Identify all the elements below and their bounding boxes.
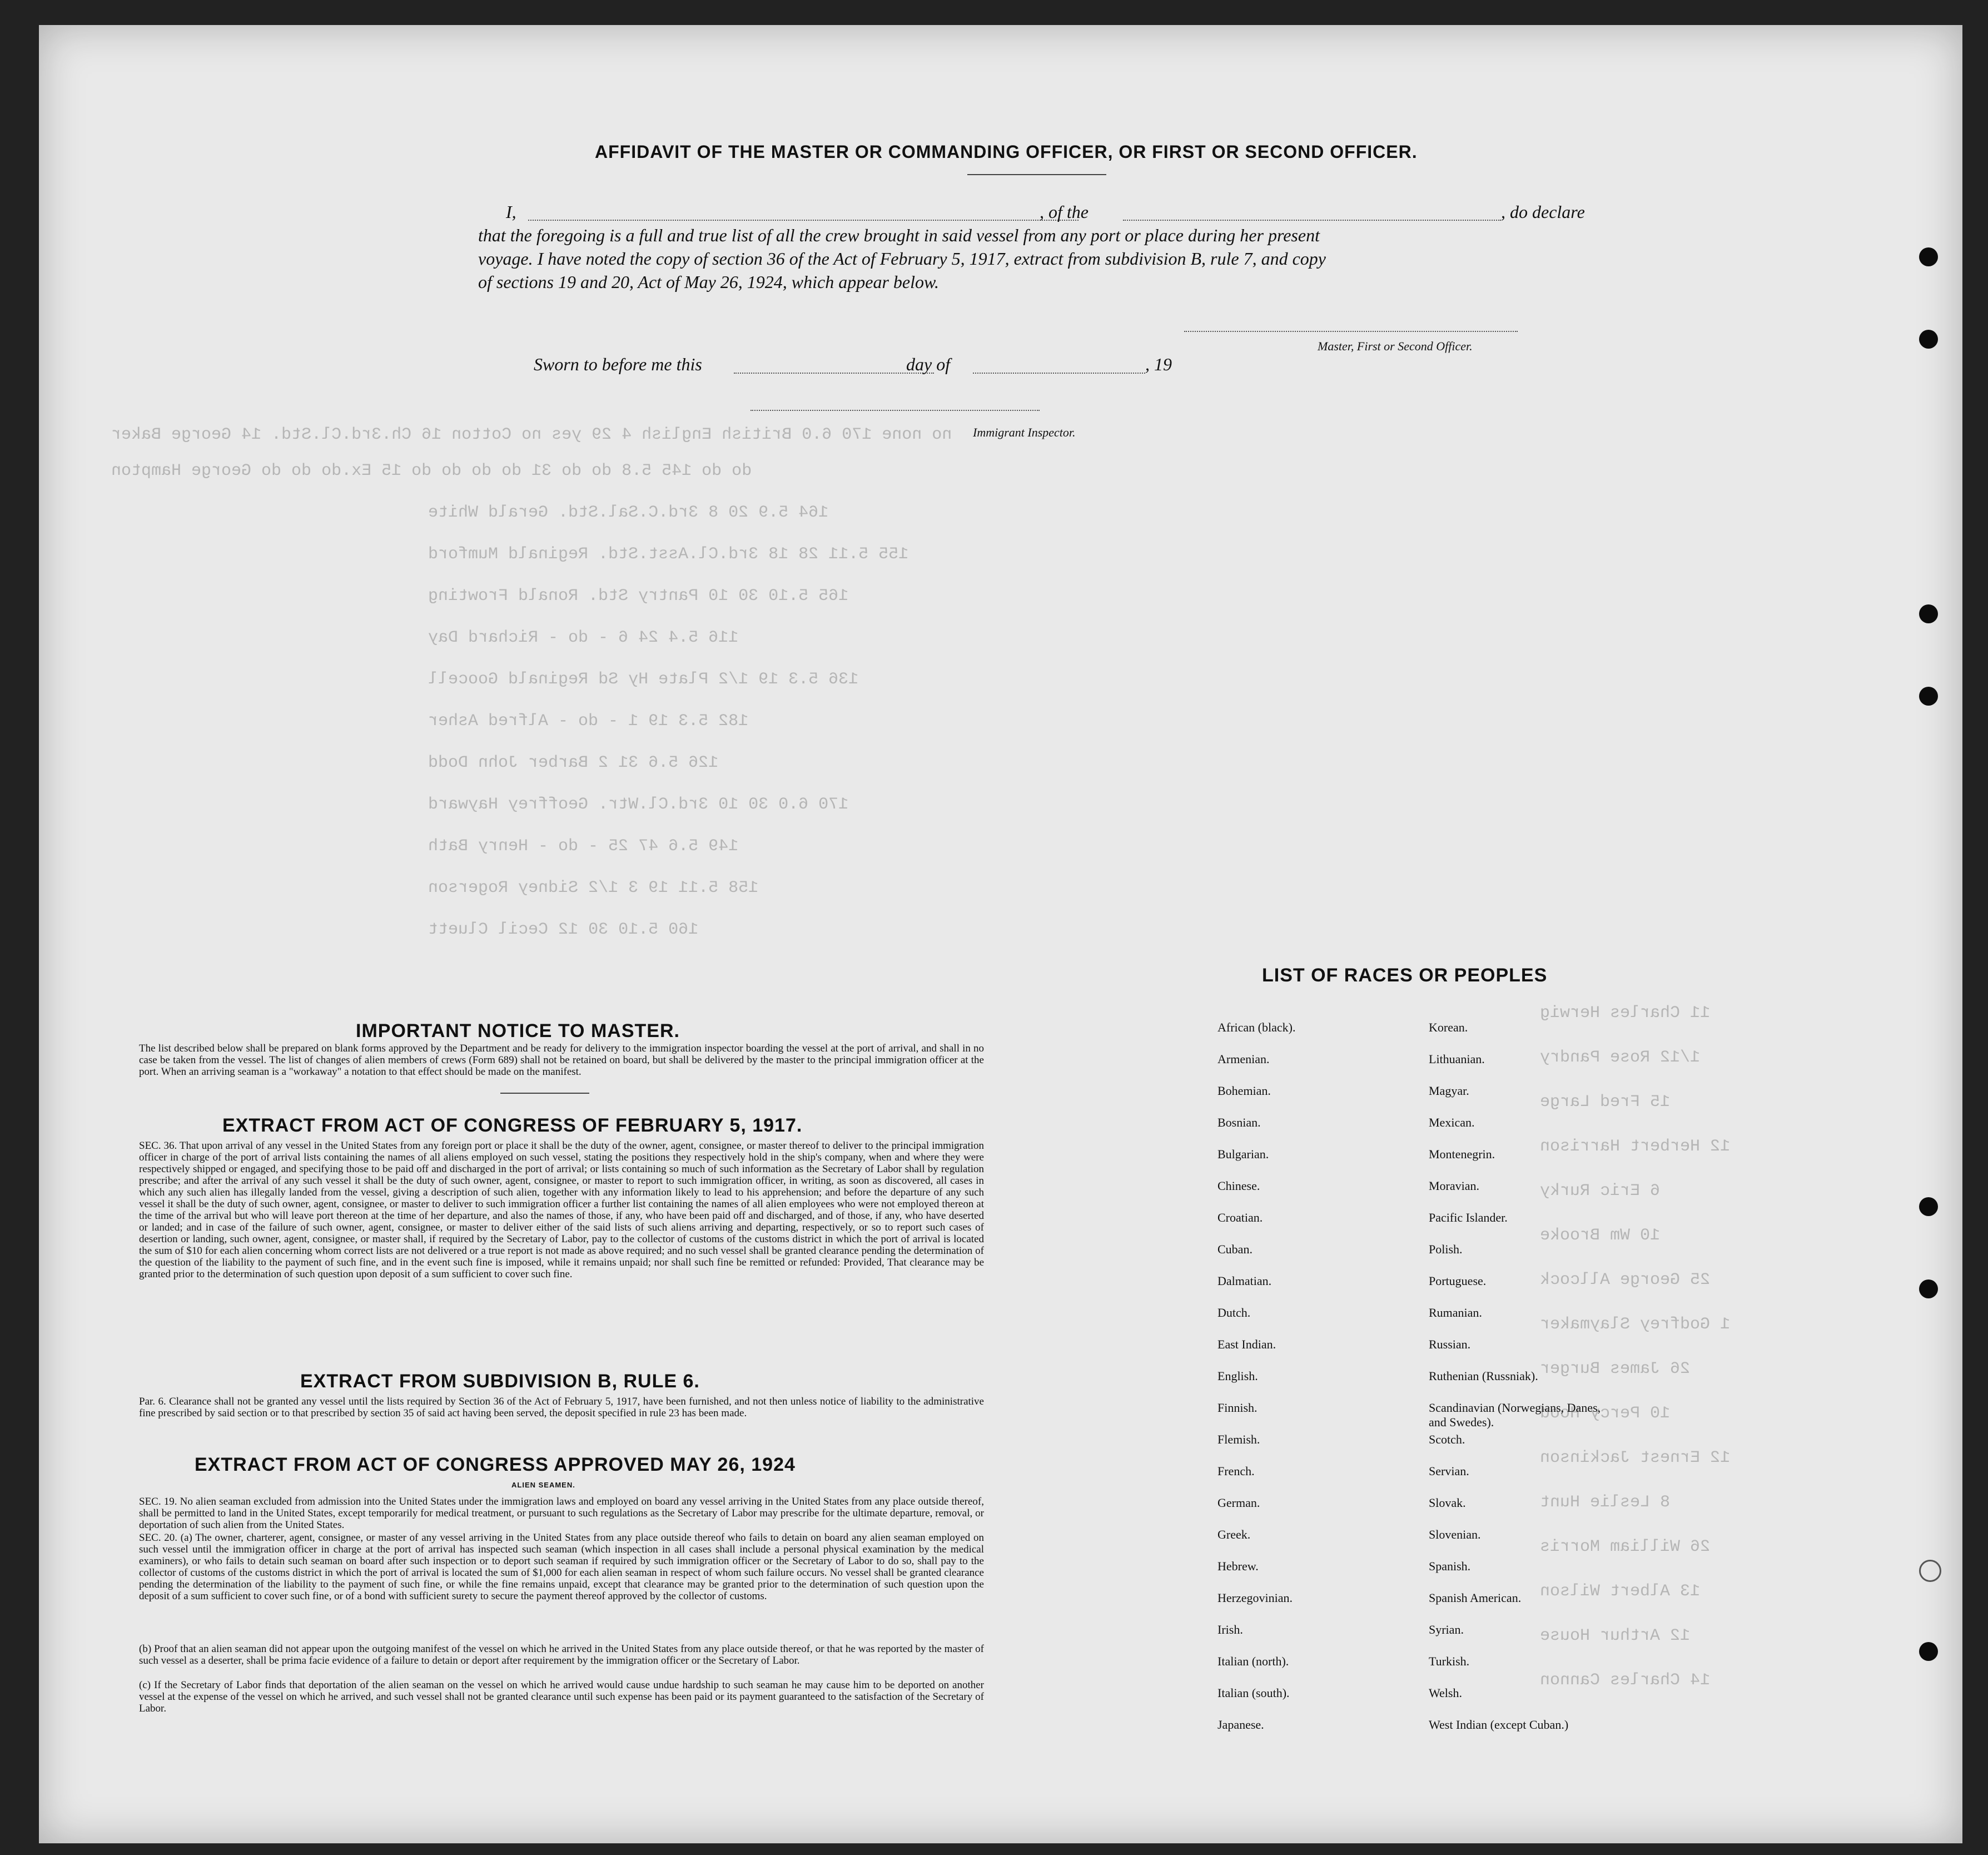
bleed-through-text: no none 170 6.0 British English 4 29 yes no Cotton 16 Ch.3rd.Cl.Std. 14 George Baker [111,425,952,444]
bleed-through-text: 26 William Morris [1540,1537,1711,1556]
race-item: Armenian. [1217,1052,1270,1066]
affidavit-i-label: I, [506,202,516,222]
punch-hole [1919,604,1938,623]
bleed-through-text: 14 Charles Cannon [1540,1671,1711,1690]
race-item: Pacific Islander. [1429,1211,1508,1224]
races-right-column [1429,1020,1707,1749]
race-item: Bosnian. [1217,1115,1261,1129]
bleed-through-text: 10 Wm Brooke [1540,1226,1661,1245]
race-item: Greek. [1217,1527,1251,1541]
race-item: West Indian (except Cuban.) [1429,1718,1569,1732]
affidavit-line-2: voyage. I have noted the copy of section 36 of the Act of February 5, 1917, extract from subdivision B, rule 7, and copy [478,249,1326,269]
race-item: Welsh. [1429,1686,1462,1700]
bleed-through-text: do do 145 5.8 do do 31 do do do do 15 Ex.do do do George Hampton [111,462,752,480]
race-item: Slovak. [1429,1496,1466,1510]
race-item: Mexican. [1429,1115,1475,1129]
race-item: Cuban. [1217,1242,1253,1256]
sworn-label: Sworn to before me this [534,354,702,374]
bleed-through-text: 126 5.6 31 2 Barber John Dodd [428,753,719,772]
extract-1924-sec20a: SEC. 20. (a) The owner, charterer, agent, consignee, or master of any vessel arriving in the United States from any place outside thereof who fails to detain on board any alien seaman employed on such vessel until the immigration officer in charge at the port of arrival has inspected such seaman (which inspection in all cases shall include a personal physical examination by the medical examiners), or who fails to detain such seaman on board after such inspection or to deport such seaman if required by such immigration officer or the Secretary of Labor to do so, shall pay to the collector of customs of the customs district in which the port of arrival is located the sum of $1,000 for each alien seaman in respect of whom such failure occurs. No vessel shall be granted clearance pending the determination of the liability to the payment of such fine, or while the fine remains unpaid, except that clearance may be granted prior to the determination of such question upon the deposit of a sum sufficient to cover such fine, or of a bond with sufficient surety to secure the payment thereof approved by the collector of customs. [139,1532,984,1602]
bleed-through-text: 160 5.10 30 12 Cecil Cluett [428,920,699,939]
extract-1924-sec20c: (c) If the Secretary of Labor finds that deportation of the alien seaman on the vessel on which he arrived would cause undue hardship to such seaman he may cause him to be deported on another vessel at the expense of the vessel on which he arrived, and such vessel shall not be granted clearance until such expense has been paid or its payment guaranteed to the satisfaction of the Secretary of Labor. [139,1679,984,1714]
race-item: Scandinavian (Norwegians, Danes, and Swedes). [1429,1401,1601,1429]
section-divider [500,1093,589,1094]
affidavit-of-the: , of the [1040,202,1089,222]
vessel-field[interactable] [1123,220,1501,221]
race-item: Servian. [1429,1464,1469,1478]
race-item: Croatian. [1217,1211,1263,1224]
bleed-through-text: 13 Albert Wilson [1540,1582,1701,1601]
race-item: Bohemian. [1217,1084,1271,1098]
race-item: Magyar. [1429,1084,1469,1098]
race-item: Spanish. [1429,1559,1471,1573]
race-item: Irish. [1217,1623,1243,1636]
title-divider [967,174,1106,175]
races-left-column [1217,1020,1295,1749]
race-item: Flemish. [1217,1432,1260,1446]
sworn-month-field[interactable] [973,373,1145,374]
race-item: Montenegrin. [1429,1147,1495,1161]
punch-hole [1919,247,1938,266]
race-item: Italian (south). [1217,1686,1290,1700]
bleed-through-text: 165 5.10 30 10 Pantry Std. Ronald Frowting [428,587,849,606]
notice-text: The list described below shall be prepared on blank forms approved by the Department and be ready for delivery to the immigration inspector boarding the vessel at the port of arrival, and shall in no case be taken from the vessel. The list of changes of alien members of crews (Form 689) shall not be retained on board, but shall be delivered by the master to the principal immigration officer at the port. When an arriving seaman is a "workaway" a notation to that effect should be made on the manifest. [139,1043,984,1078]
race-item: French. [1217,1464,1255,1478]
bleed-through-text: 182 5.3 19 1 - do - Alfred Asher [428,712,749,731]
affidavit-do-declare: , do declare [1501,202,1585,222]
affidavit-line-1: that the foregoing is a full and true list of all the crew brought in said vessel from any port or place during her present [478,225,1320,245]
affidavit-title: AFFIDAVIT OF THE MASTER OR COMMANDING OFFICER, OR FIRST OR SECOND OFFICER. [595,142,1418,162]
race-item: English. [1217,1369,1258,1383]
bleed-through-text: 11 Charles Herwig [1540,1004,1711,1023]
race-item: Polish. [1429,1242,1463,1256]
extract-1917-text: SEC. 36. That upon arrival of any vessel in the United States from any foreign port or place it shall be the duty of the owner, agent, consignee, or master thereof to deliver to the principal immigration officer in charge of the port of arrival lists containing the names of all aliens employed on such vessel, stating the positions they respectively hold in the ship's company, when and where they were respectively shipped or engaged, and specifying those to be paid off and discharged in the port of arrival; or lists containing so much of such information as the Secretary of Labor shall by regulation prescribe; and after the arrival of any such vessel it shall be the duty of such owner, agent, consignee, or master to report to such immigration officer, in writing, as soon as discovered, all cases in which any such alien has illegally landed from the vessel, giving a description of such alien, together with any information likely to lead to his apprehension; and before the departure of any such vessel it shall be the duty of such owner, agent, consignee, or master to deliver to such immigration officer a further list containing the names of all alien employees who were not employed thereon at the time of the arrival but who will leave port thereon at the time of her departure, and also the names of those, if any, who have been paid off and discharged, and of those, if any, who have deserted or landed; and in case of the failure of such owner, agent, consignee, or master to deliver either of the said lists of such aliens arriving and departing, respectively, or so to report such cases of desertion or landing, such owner, agent, consignee, or master shall, if required by the Secretary of Labor, pay to the collector of customs of the customs district in which the port of arrival is located the sum of $10 for each alien concerning whom correct lists are not delivered or a true report is not made as above required; and no such vessel shall be granted clearance pending the determination of the question of the liability to the payment of such fine, and in the event such fine is imposed, while it remains unpaid; nor shall such fine be remitted or refunded: Provided, That clearance may be granted prior to the determination of such question upon deposit of a sum sufficient to cover such fine. [139,1140,984,1280]
race-item: Finnish. [1217,1401,1258,1415]
race-item: Bulgarian. [1217,1147,1269,1161]
bleed-through-text: 149 5.6 47 25 - do - Henry Bath [428,837,739,856]
subdivision-heading: EXTRACT FROM SUBDIVISION B, RULE 6. [300,1371,700,1392]
race-item: Moravian. [1429,1179,1480,1193]
punch-hole [1919,687,1938,706]
bleed-through-text: 10 Percy Hood [1540,1404,1671,1423]
race-item: Scotch. [1429,1432,1465,1446]
race-item: Italian (north). [1217,1654,1289,1668]
sworn-day-field[interactable] [734,373,934,374]
bleed-through-text: 155 5.11 28 18 3rd.Cl.Asst.Std. Reginald Mumford [428,545,909,564]
master-signature-line[interactable] [1184,331,1518,332]
punch-hole [1919,1560,1941,1582]
race-item: Russian. [1429,1337,1471,1351]
race-item: Dalmatian. [1217,1274,1272,1288]
extract-1924-heading: EXTRACT FROM ACT OF CONGRESS APPROVED MAY 26, 1924 [195,1454,796,1475]
notice-heading: IMPORTANT NOTICE TO MASTER. [356,1020,680,1041]
race-item: Spanish American. [1429,1591,1522,1605]
bleed-through-text: 1/12 Rose Pandry [1540,1048,1701,1067]
race-item: Portuguese. [1429,1274,1487,1288]
race-item: Rumanian. [1429,1306,1482,1320]
race-item: Dutch. [1217,1306,1251,1320]
extract-1917-heading: EXTRACT FROM ACT OF CONGRESS OF FEBRUARY 5, 1917. [222,1115,803,1136]
subdivision-text: Par. 6. Clearance shall not be granted any vessel until the lists required by Section 36 of the Act of February 5, 1917, have been furnished, and not then unless notice of liability to the administrative fine prescribed by said section or to that prescribed by section 35 of said act having been served, the deposit specified in rule 23 has been made. [139,1396,984,1419]
bleed-through-text: 26 James Burger [1540,1360,1691,1378]
race-item: Japanese. [1217,1718,1264,1732]
race-item: Ruthenian (Russniak). [1429,1369,1538,1383]
punch-hole [1919,1197,1938,1216]
name-field[interactable] [528,220,1079,221]
master-signature-caption: Master, First or Second Officer. [1318,339,1473,353]
bleed-through-text: 1 Godfrey Slaymaker [1540,1315,1731,1334]
bleed-through-text: 170 6.0 30 10 3rd.Cl.Wtr. Geoffrey Hayward [428,795,849,814]
extract-1924-sec19: SEC. 19. No alien seaman excluded from admission into the United States under the immigration laws and employed on board any vessel arriving in the United States from any place outside thereof, shall be permitted to land in the United States, except temporarily for medical treatment, or pursuant to such regulations as the Secretary of Labor may prescribe for the ultimate departure, removal, or deportation of such alien from the United States. [139,1496,984,1531]
race-item: Herzegovinian. [1217,1591,1293,1605]
day-of-label: day of [906,354,951,374]
race-item: Lithuanian. [1429,1052,1485,1066]
bleed-through-text: 15 Fred Large [1540,1093,1671,1112]
inspector-signature-line[interactable] [751,410,1040,411]
bleed-through-text: 12 Ernest Jackinson [1540,1449,1731,1467]
punch-hole [1919,330,1938,349]
race-item: German. [1217,1496,1260,1510]
affidavit-line-3: of sections 19 and 20, Act of May 26, 1924, which appear below. [478,272,939,292]
punch-hole [1919,1279,1938,1298]
inspector-caption: Immigrant Inspector. [973,425,1076,439]
bleed-through-text: 164 5.9 20 8 3rd.C.Sal.Std. Gerald White [428,503,829,522]
race-item: Hebrew. [1217,1559,1259,1573]
bleed-through-text: 6 Eric Rurky [1540,1182,1661,1201]
alien-seamen-subheading: ALIEN SEAMEN. [511,1481,575,1489]
race-item: Chinese. [1217,1179,1260,1193]
race-item: Syrian. [1429,1623,1464,1636]
bleed-through-text: 136 5.3 19 1/2 Plate Hy Sd Reginald Goocell [428,670,859,689]
race-item: Turkish. [1429,1654,1470,1668]
race-item: East Indian. [1217,1337,1276,1351]
bleed-through-text: 8 Leslie Hunt [1540,1493,1671,1512]
race-item: African (black). [1217,1020,1296,1034]
race-item: Korean. [1429,1020,1468,1034]
extract-1924-sec20b: (b) Proof that an alien seaman did not appear upon the outgoing manifest of the vessel on which he arrived in the United States from any place outside thereof, or that he was reported by the master of such vessel as a deserter, shall be prima facie evidence of a failure to detain or deport after requirement by the immigration officer or the Secretary of Labor. [139,1643,984,1666]
bleed-through-text: 116 5.4 24 6 - do - Richard Day [428,628,739,647]
bleed-through-text: 12 Herbert Harrison [1540,1137,1731,1156]
races-heading: LIST OF RACES OR PEOPLES [1262,965,1548,986]
race-item: Slovenian. [1429,1527,1481,1541]
bleed-through-text: 12 Arthur House [1540,1626,1691,1645]
punch-hole [1919,1642,1938,1661]
bleed-through-text: 158 5.11 19 3 1/2 Sidney Rogerson [428,879,759,897]
bleed-through-text: 25 George Allcock [1540,1271,1711,1289]
document-sheet [39,25,1962,1843]
year-label: , 19 [1145,354,1172,374]
